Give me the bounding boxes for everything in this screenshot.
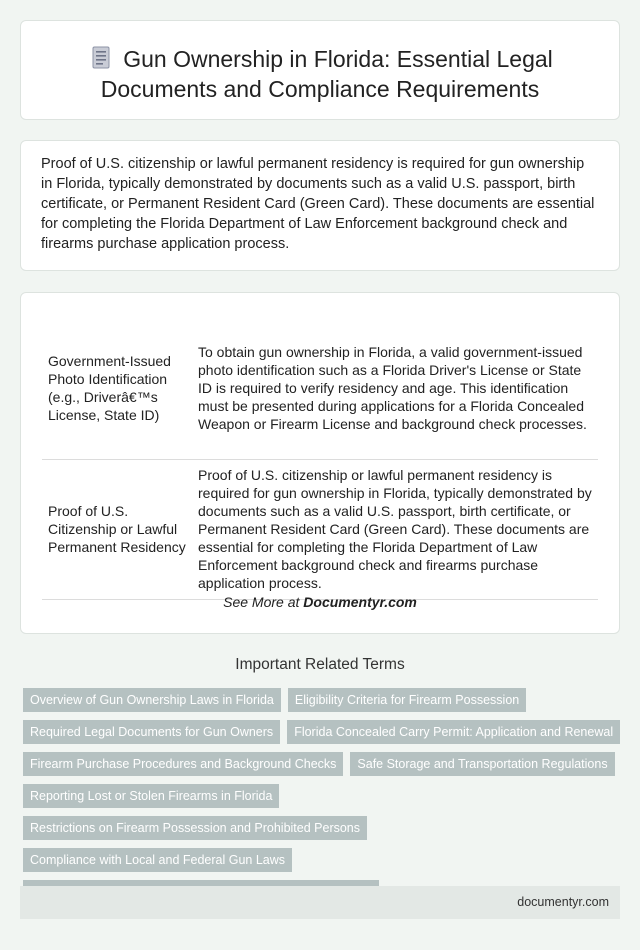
intro-paragraph: Proof of U.S. citizenship or lawful permanent residency is required for gun ownership in Florida, typically demonstrated by documents such as a valid U.S. passport, birth certificate, or Permanent Resident Card (Green Card). These documents are essential for completing the Florida Department of Law Enforcement background check and firearms purchase application process.	[41, 156, 595, 252]
table-row	[42, 318, 598, 459]
table-description: Proof of U.S. citizenship or lawful permanent residency is required for gun ownership in Florida, typically demonstrated by documents such as a valid U.S. passport, birth certificate, or Permanent Resident Card (Green Card). These documents are essential for completing the Florida Department of Law Enforcement background check and firearms purchase application process.	[192, 459, 598, 599]
related-term-tag[interactable]: Safe Storage and Transportation Regulations	[350, 752, 614, 776]
related-term-tag[interactable]: Compliance with Local and Federal Gun Laws	[23, 848, 292, 872]
related-term-tag[interactable]: Reporting Lost or Stolen Firearms in Florida	[23, 784, 279, 808]
related-term-tag[interactable]: Firearm Purchase Procedures and Background Checks	[23, 752, 343, 776]
page-title-text: Gun Ownership in Florida: Essential Legal Documents and Compliance Requirements	[100, 46, 553, 102]
intro-card	[20, 140, 620, 271]
page-title	[21, 44, 619, 104]
related-term-tag[interactable]: Overview of Gun Ownership Laws in Florida	[23, 688, 281, 712]
table-description: To obtain gun ownership in Florida, a valid government-issued photo identification such as a Florida Driver's License or State ID is required to verify residency and age. This identification must be presented during applications for a Florida Concealed Weapon or Firearm License and background check processes.	[192, 318, 598, 459]
related-terms-heading: Important Related Terms	[235, 656, 405, 673]
related-term-tag[interactable]: Florida Concealed Carry Permit: Application and Renewal	[287, 720, 620, 744]
footer	[20, 886, 620, 919]
title-card	[20, 20, 620, 120]
document-table	[42, 318, 598, 600]
table-row	[42, 459, 598, 599]
related-term-tag[interactable]: Eligibility Criteria for Firearm Possession	[288, 688, 526, 712]
table-term: Proof of U.S. Citizenship or Lawful Permanent Residency	[42, 459, 192, 599]
see-more-link[interactable]	[21, 594, 619, 610]
footer-site[interactable]: documentyr.com	[517, 895, 609, 909]
related-term-tag[interactable]: Required Legal Documents for Gun Owners	[23, 720, 280, 744]
related-term-tag[interactable]: Restrictions on Firearm Possession and Prohibited Persons	[23, 816, 367, 840]
see-more-site: Documentyr.com	[303, 594, 417, 610]
related-terms-list	[23, 688, 623, 904]
see-more-prefix: See More at	[223, 594, 304, 610]
document-table-card	[20, 292, 620, 634]
table-term: Government-Issued Photo Identification (e.g., Driverâ€™s License, State ID)	[42, 318, 192, 459]
document-icon	[87, 46, 117, 70]
